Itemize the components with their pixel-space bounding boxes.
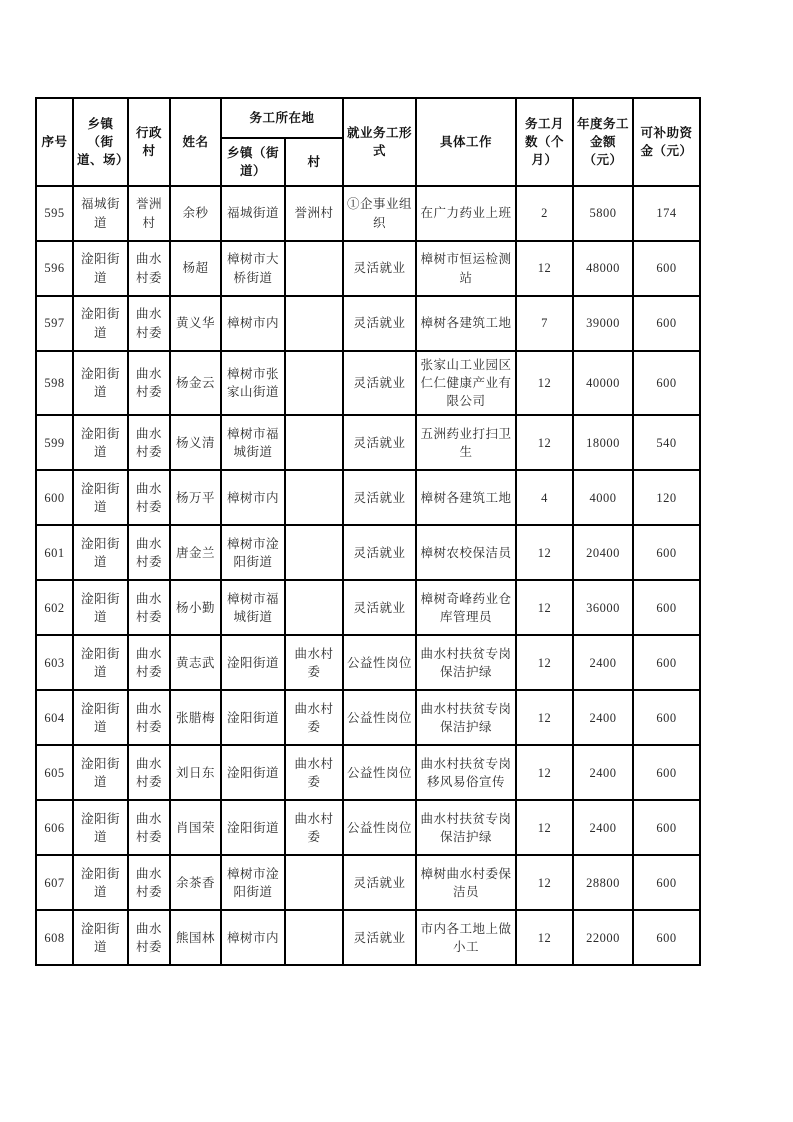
- table-row: [36, 186, 700, 241]
- table-cell: 熊国林: [170, 910, 221, 965]
- table-cell: 灵活就业: [343, 241, 416, 296]
- table-cell: 606: [36, 800, 73, 855]
- table-cell: 灵活就业: [343, 525, 416, 580]
- table-body: [36, 186, 700, 965]
- table-row: [36, 241, 700, 296]
- table-cell: [285, 241, 343, 296]
- table-cell: 12: [516, 351, 573, 415]
- table-cell: 2400: [573, 745, 633, 800]
- table-cell: 605: [36, 745, 73, 800]
- table-cell: 樟树市恒运检测站: [416, 241, 516, 296]
- table-cell: 12: [516, 910, 573, 965]
- table-cell: 淦阳街道: [73, 690, 128, 745]
- table-cell: 602: [36, 580, 73, 635]
- table-cell: 28800: [573, 855, 633, 910]
- table-row: [36, 800, 700, 855]
- header-serial: 序号: [36, 98, 73, 186]
- header-row-top: [36, 98, 700, 138]
- header-work-village: 村: [285, 138, 343, 186]
- table-cell: 604: [36, 690, 73, 745]
- table-cell: 曲水村委: [128, 910, 170, 965]
- table-cell: 曲水村扶贫专岗保洁护绿: [416, 635, 516, 690]
- table-cell: [285, 415, 343, 470]
- table-cell: 600: [633, 690, 700, 745]
- table-cell: 20400: [573, 525, 633, 580]
- table-cell: 600: [633, 800, 700, 855]
- table-cell: 淦阳街道: [221, 800, 285, 855]
- table-cell: 樟树市大桥街道: [221, 241, 285, 296]
- table-cell: 608: [36, 910, 73, 965]
- header-subsidy-amount: 可补助资金（元）: [633, 98, 700, 186]
- table-cell: 唐金兰: [170, 525, 221, 580]
- table-cell: 598: [36, 351, 73, 415]
- table-cell: 樟树市淦阳街道: [221, 855, 285, 910]
- header-work-months: 务工月数（个月）: [516, 98, 573, 186]
- table-cell: 600: [36, 470, 73, 525]
- table-cell: 曲水村委: [128, 470, 170, 525]
- table-cell: 22000: [573, 910, 633, 965]
- table-cell: 4000: [573, 470, 633, 525]
- table-cell: 公益性岗位: [343, 745, 416, 800]
- table-cell: 淦阳街道: [73, 351, 128, 415]
- table-cell: 601: [36, 525, 73, 580]
- table-cell: [285, 525, 343, 580]
- table-row: [36, 525, 700, 580]
- table-cell: 公益性岗位: [343, 635, 416, 690]
- header-admin-village: 行政村: [128, 98, 170, 186]
- table-cell: 2400: [573, 635, 633, 690]
- table-cell: 7: [516, 296, 573, 351]
- table-cell: 607: [36, 855, 73, 910]
- table-cell: [285, 855, 343, 910]
- table-cell: 樟树市福城街道: [221, 415, 285, 470]
- table-cell: [285, 351, 343, 415]
- table-cell: 12: [516, 525, 573, 580]
- table-cell: 樟树奇峰药业仓库管理员: [416, 580, 516, 635]
- table-cell: 540: [633, 415, 700, 470]
- table-cell: 淦阳街道: [73, 415, 128, 470]
- table-header: [36, 98, 700, 186]
- table-cell: 12: [516, 580, 573, 635]
- table-cell: 淦阳街道: [73, 745, 128, 800]
- table-cell: 刘日东: [170, 745, 221, 800]
- table-cell: 曲水村委: [128, 241, 170, 296]
- table-cell: 淦阳街道: [221, 745, 285, 800]
- table-row: [36, 470, 700, 525]
- table-cell: 余茶香: [170, 855, 221, 910]
- header-annual-income: 年度务工金额（元）: [573, 98, 633, 186]
- table-cell: 曲水村扶贫专岗移风易俗宣传: [416, 745, 516, 800]
- header-job-detail: 具体工作: [416, 98, 516, 186]
- table-row: [36, 855, 700, 910]
- table-cell: 曲水村扶贫专岗保洁护绿: [416, 690, 516, 745]
- table-cell: 174: [633, 186, 700, 241]
- table-cell: 樟树市内: [221, 296, 285, 351]
- table-cell: 12: [516, 745, 573, 800]
- table-cell: 灵活就业: [343, 855, 416, 910]
- table-row: [36, 745, 700, 800]
- table-cell: [285, 296, 343, 351]
- table-cell: 樟树各建筑工地: [416, 470, 516, 525]
- table-cell: 18000: [573, 415, 633, 470]
- table-row: [36, 296, 700, 351]
- header-work-location-group: 务工所在地: [221, 98, 343, 138]
- subsidy-table: [35, 97, 701, 966]
- table-cell: 12: [516, 855, 573, 910]
- table-cell: 600: [633, 351, 700, 415]
- table-cell: 2400: [573, 800, 633, 855]
- table-cell: 黄志武: [170, 635, 221, 690]
- table-cell: 灵活就业: [343, 470, 416, 525]
- table-cell: 39000: [573, 296, 633, 351]
- header-employment-form: 就业务工形式: [343, 98, 416, 186]
- table-cell: 596: [36, 241, 73, 296]
- table-row: [36, 415, 700, 470]
- table-cell: 曲水村扶贫专岗保洁护绿: [416, 800, 516, 855]
- table-cell: 福城街道: [221, 186, 285, 241]
- table-cell: 淦阳街道: [73, 855, 128, 910]
- table-cell: 600: [633, 241, 700, 296]
- table-cell: [285, 910, 343, 965]
- table-cell: 12: [516, 635, 573, 690]
- table-cell: 樟树市福城街道: [221, 580, 285, 635]
- table-cell: 淦阳街道: [73, 470, 128, 525]
- table-cell: 五洲药业打扫卫生: [416, 415, 516, 470]
- table-row: [36, 580, 700, 635]
- table-cell: 灵活就业: [343, 415, 416, 470]
- table-cell: 595: [36, 186, 73, 241]
- table-cell: [285, 580, 343, 635]
- header-work-township: 乡镇（街道）: [221, 138, 285, 186]
- table-cell: 樟树各建筑工地: [416, 296, 516, 351]
- table-cell: 樟树市内: [221, 470, 285, 525]
- table-row: [36, 690, 700, 745]
- table-cell: 淦阳街道: [73, 241, 128, 296]
- table-cell: 曲水村委: [128, 296, 170, 351]
- table-cell: 灵活就业: [343, 296, 416, 351]
- table-cell: 公益性岗位: [343, 690, 416, 745]
- table-cell: 灵活就业: [343, 910, 416, 965]
- table-cell: 公益性岗位: [343, 800, 416, 855]
- table-cell: 淦阳街道: [73, 296, 128, 351]
- table-cell: 在广力药业上班: [416, 186, 516, 241]
- table-cell: 肖国荣: [170, 800, 221, 855]
- table-cell: 樟树农校保洁员: [416, 525, 516, 580]
- table-cell: 淦阳街道: [73, 910, 128, 965]
- table-cell: 2400: [573, 690, 633, 745]
- table-cell: 12: [516, 800, 573, 855]
- table-cell: 樟树市张家山街道: [221, 351, 285, 415]
- table-cell: 600: [633, 855, 700, 910]
- table-cell: 樟树市淦阳街道: [221, 525, 285, 580]
- table-cell: 杨万平: [170, 470, 221, 525]
- table-cell: 淦阳街道: [73, 800, 128, 855]
- table-cell: 603: [36, 635, 73, 690]
- table-cell: 曲水村委: [128, 415, 170, 470]
- table-cell: 杨义清: [170, 415, 221, 470]
- table-cell: 597: [36, 296, 73, 351]
- table-cell: 曲水村委: [128, 855, 170, 910]
- table-cell: ①企事业组织: [343, 186, 416, 241]
- table-cell: 灵活就业: [343, 580, 416, 635]
- table-cell: 600: [633, 580, 700, 635]
- table-cell: 2: [516, 186, 573, 241]
- table-cell: 40000: [573, 351, 633, 415]
- table-cell: 5800: [573, 186, 633, 241]
- table-cell: 杨小勤: [170, 580, 221, 635]
- header-name: 姓名: [170, 98, 221, 186]
- table-cell: 淦阳街道: [221, 635, 285, 690]
- table-cell: 福城街道: [73, 186, 128, 241]
- table-cell: 4: [516, 470, 573, 525]
- table-cell: 12: [516, 690, 573, 745]
- table-cell: 12: [516, 415, 573, 470]
- table-cell: 誉洲村: [285, 186, 343, 241]
- table-cell: 600: [633, 296, 700, 351]
- table-row: [36, 351, 700, 415]
- table-row: [36, 910, 700, 965]
- table-cell: 600: [633, 910, 700, 965]
- table-cell: 张腊梅: [170, 690, 221, 745]
- table-cell: 淦阳街道: [73, 580, 128, 635]
- table-cell: 120: [633, 470, 700, 525]
- table-cell: 600: [633, 525, 700, 580]
- header-township: 乡镇（街道、场）: [73, 98, 128, 186]
- table-cell: 曲水村委: [128, 800, 170, 855]
- table-cell: 灵活就业: [343, 351, 416, 415]
- table-cell: 樟树曲水村委保洁员: [416, 855, 516, 910]
- table-cell: 599: [36, 415, 73, 470]
- table-cell: 樟树市内: [221, 910, 285, 965]
- table-row: [36, 635, 700, 690]
- table-cell: 杨超: [170, 241, 221, 296]
- table-cell: 12: [516, 241, 573, 296]
- table-cell: 淦阳街道: [73, 635, 128, 690]
- table-cell: 淦阳街道: [221, 690, 285, 745]
- table-cell: 淦阳街道: [73, 525, 128, 580]
- table-cell: 张家山工业园区仁仁健康产业有限公司: [416, 351, 516, 415]
- table-cell: 余秒: [170, 186, 221, 241]
- table-cell: 曲水村委: [128, 635, 170, 690]
- table-cell: 黄义华: [170, 296, 221, 351]
- table-cell: 曲水村委: [128, 351, 170, 415]
- table-cell: 市内各工地上做小工: [416, 910, 516, 965]
- table-cell: 曲水村委: [128, 580, 170, 635]
- table-cell: 曲水村委: [285, 745, 343, 800]
- table-cell: 48000: [573, 241, 633, 296]
- table-cell: 600: [633, 745, 700, 800]
- table-cell: 曲水村委: [128, 690, 170, 745]
- table-cell: 曲水村委: [128, 745, 170, 800]
- table-cell: 曲水村委: [285, 635, 343, 690]
- table-cell: 36000: [573, 580, 633, 635]
- table-cell: 曲水村委: [128, 525, 170, 580]
- table-cell: 曲水村委: [285, 800, 343, 855]
- table-cell: 誉洲村: [128, 186, 170, 241]
- table-cell: 杨金云: [170, 351, 221, 415]
- table-cell: [285, 470, 343, 525]
- table-cell: 曲水村委: [285, 690, 343, 745]
- table-cell: 600: [633, 635, 700, 690]
